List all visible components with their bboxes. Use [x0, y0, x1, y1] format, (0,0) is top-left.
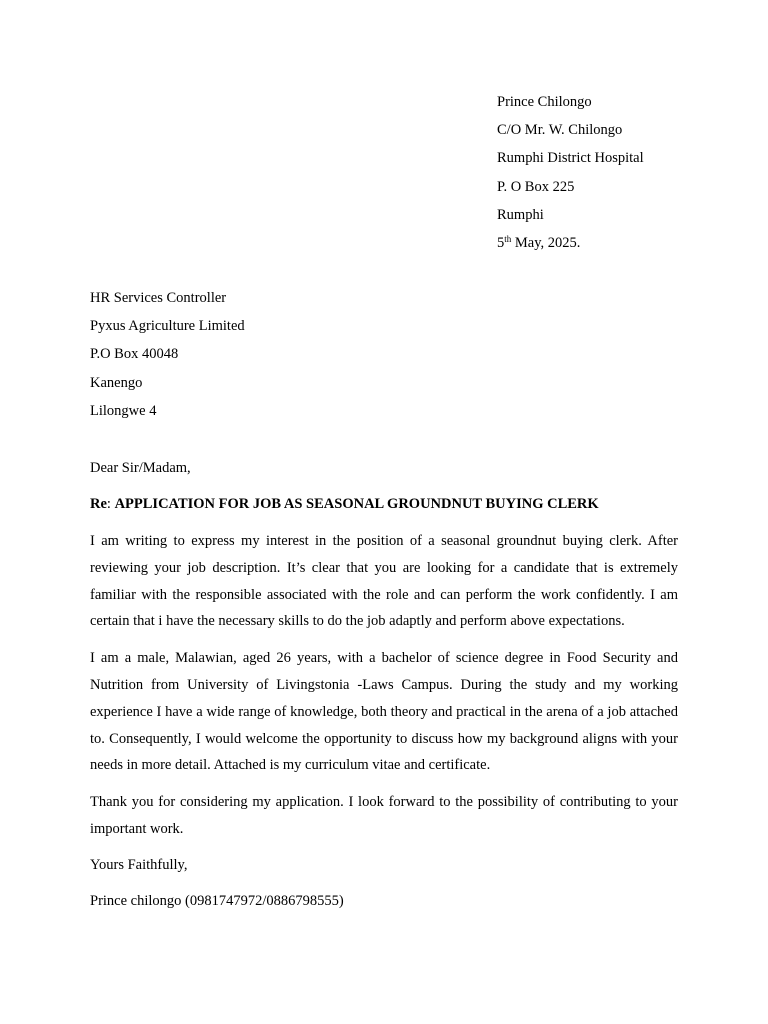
recipient-title: HR Services Controller	[90, 290, 227, 306]
sender-care-of: C/O Mr. W. Chilongo	[497, 122, 623, 139]
salutation: Dear Sir/Madam,	[90, 460, 191, 476]
recipient-po-box: P.O Box 40048	[90, 346, 179, 363]
letter-date	[497, 233, 644, 261]
sender-address-block	[497, 92, 644, 261]
paragraph-interest: I am writing to express my interest in the position of a seasonal groundnut buying clerk. After reviewing your job description. It’s clear that you are looking for a candidate that is extremely familiar with the responsible associated with the role and can perform the work confidently. I am certain that i have the necessary skills to do the job adaptly and perform above expectations.	[90, 533, 678, 630]
date-day: 5	[497, 234, 505, 251]
paragraph-thanks: Thank you for considering my application. I look forward to the possibility of contributing to your important work.	[90, 794, 678, 837]
date-ordinal-suffix: th	[504, 233, 512, 244]
recipient-address-block	[90, 288, 245, 429]
subject-line	[90, 492, 678, 516]
subject-colon: :	[106, 496, 115, 512]
closing: Yours Faithfully,	[90, 856, 188, 873]
sender-town: Rumphi	[497, 206, 544, 223]
subject-prefix: Re	[90, 496, 107, 512]
recipient-company: Pyxus Agriculture Limited	[90, 318, 245, 335]
recipient-area: Kanengo	[90, 374, 143, 391]
signature-line: Prince chilongo (0981747972/0886798555)	[90, 892, 344, 909]
paragraph-background: I am a male, Malawian, aged 26 years, with a bachelor of science degree in Food Security and Nutrition from University of Livingstonia -Laws Campus. During the study and my working experience I have a wide range of knowledge, both theory and practical in the arena of a job attached to. Consequently, I would welcome the opportunity to discuss how my background aligns with your needs in more detail. Attached is my curriculum vitae and certificate.	[90, 650, 678, 774]
sender-po-box: P. O Box 225	[497, 178, 575, 195]
subject-text: APPLICATION FOR JOB AS SEASONAL GROUNDNUT BUYING CLERK	[114, 496, 599, 512]
sender-institution: Rumphi District Hospital	[497, 150, 644, 167]
date-month-year: May, 2025.	[511, 234, 581, 251]
sender-name: Prince Chilongo	[497, 94, 592, 110]
recipient-city: Lilongwe 4	[90, 402, 157, 419]
letter-body	[90, 456, 678, 913]
